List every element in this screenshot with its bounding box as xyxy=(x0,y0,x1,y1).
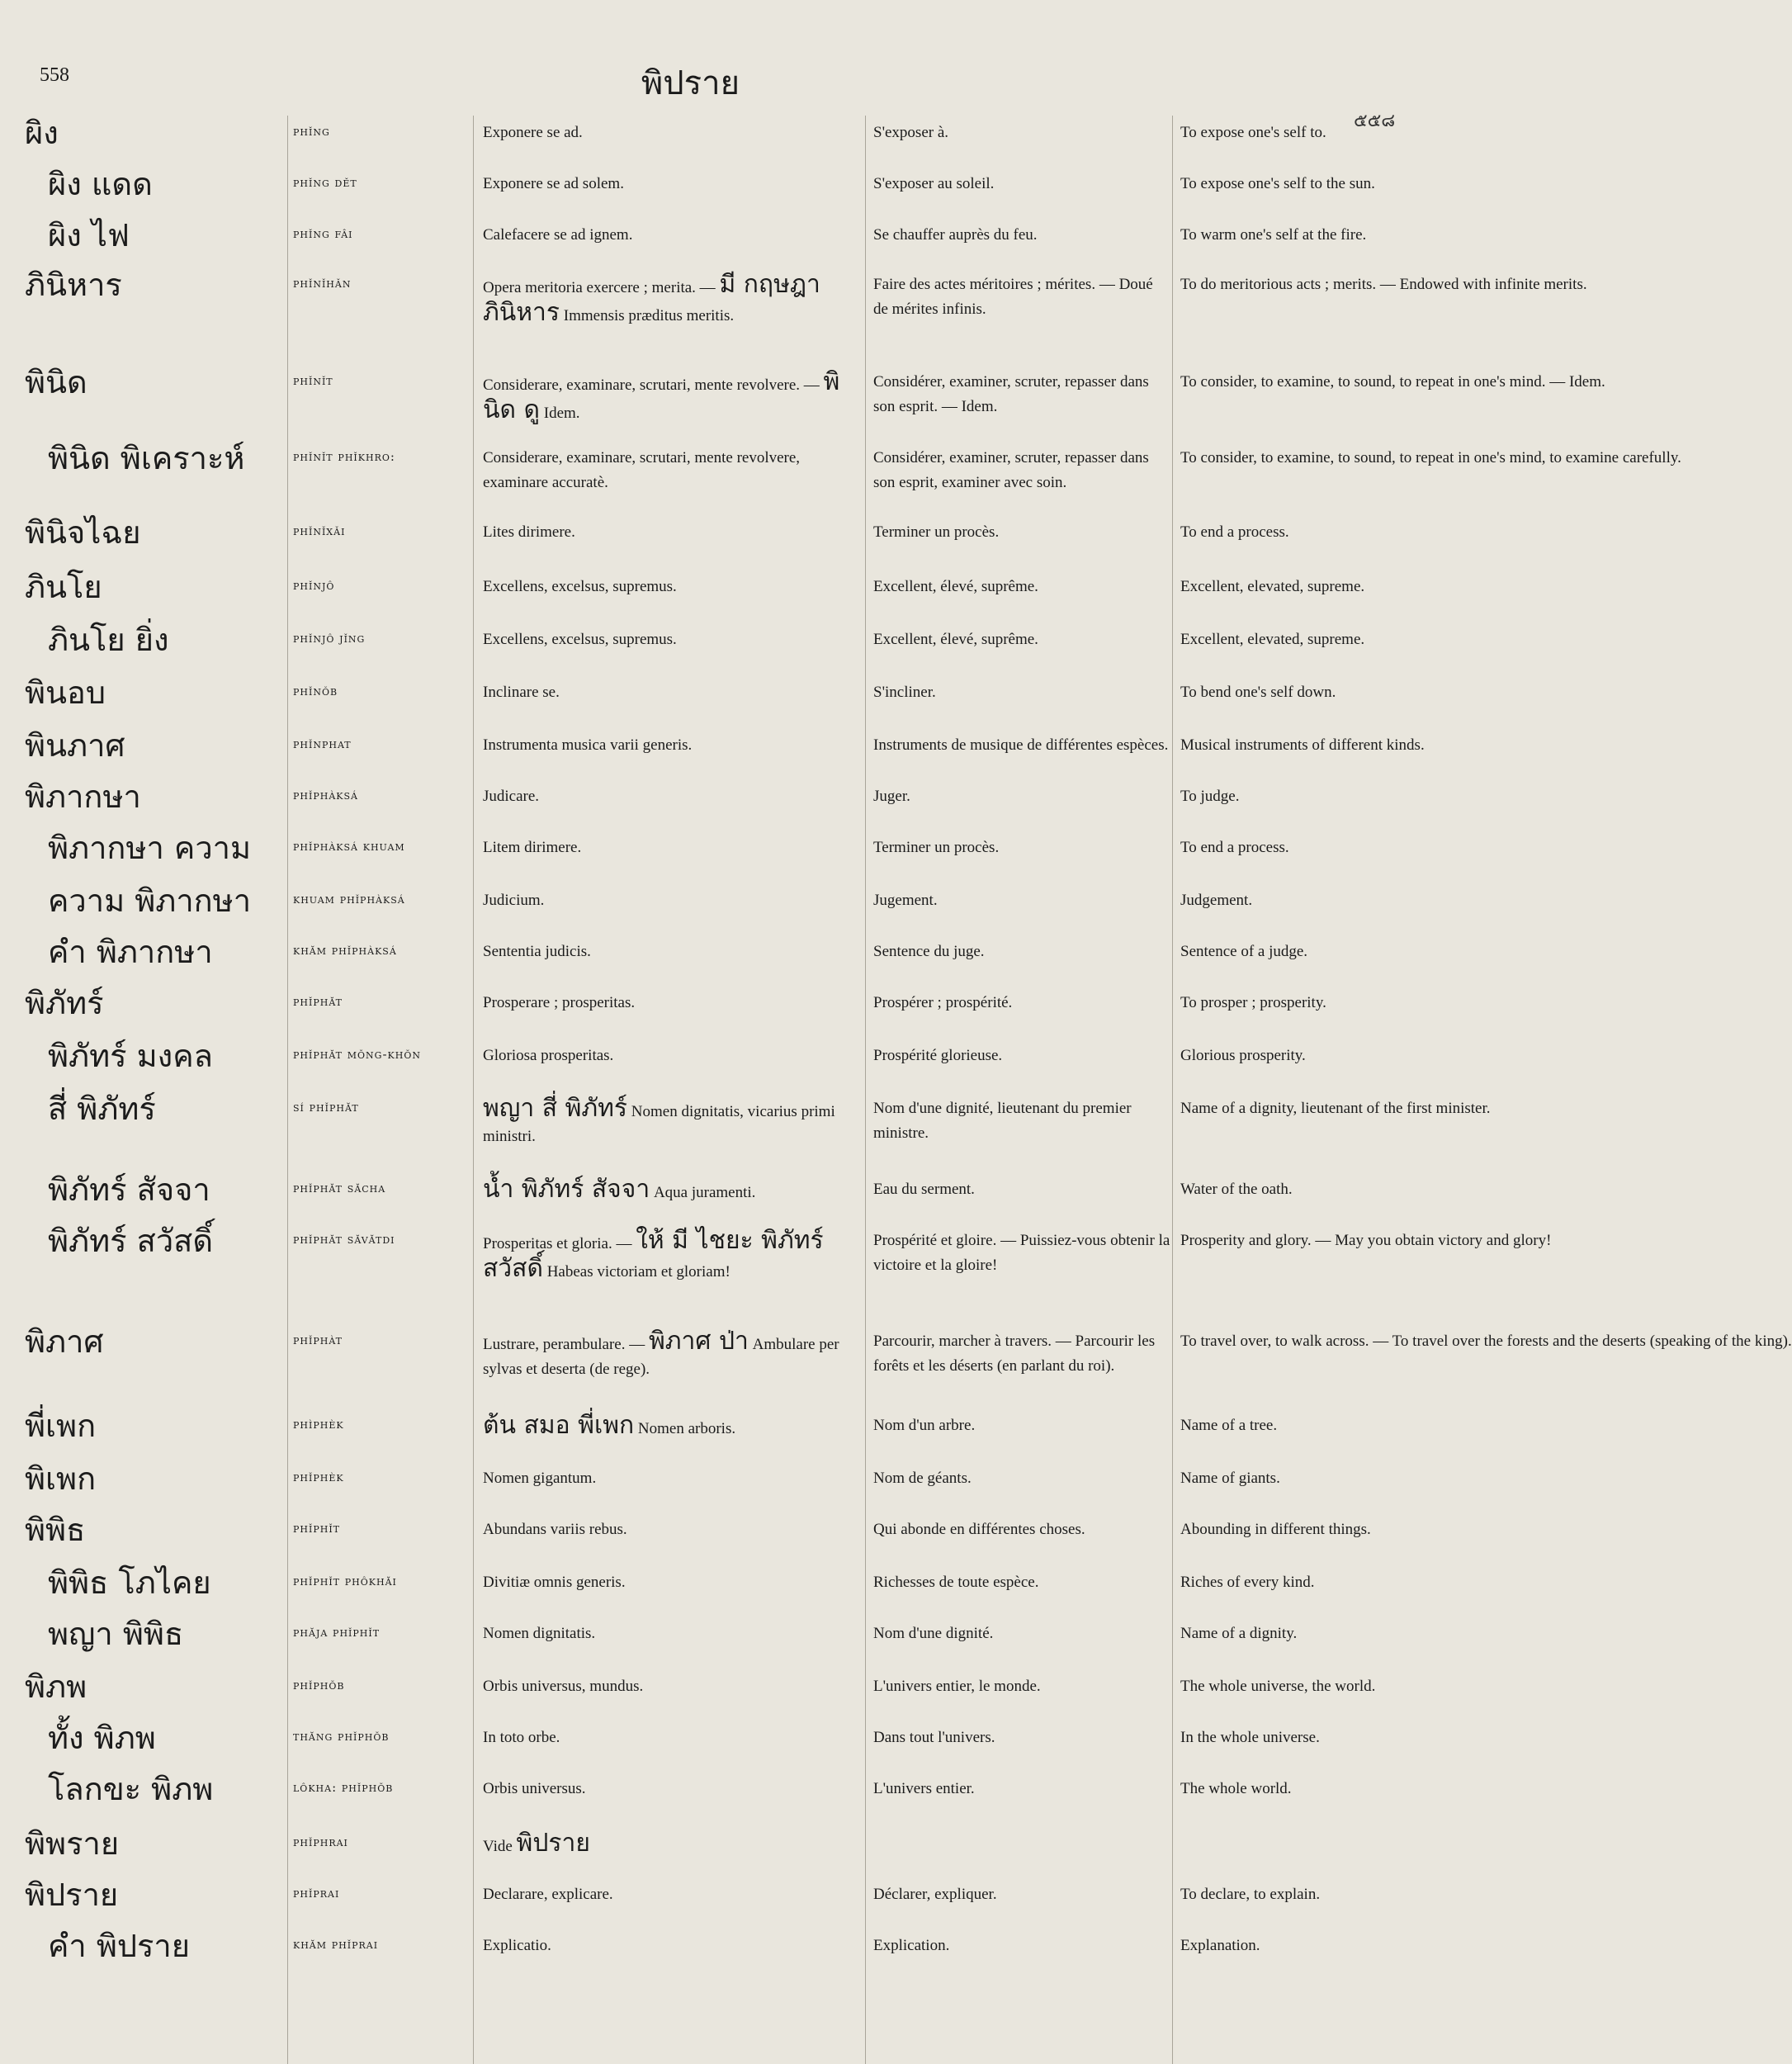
english-definition: In the whole universe. xyxy=(1180,1729,1320,1746)
latin-text: Aqua juramenti. xyxy=(650,1184,756,1201)
romanization: khăm phǐprai xyxy=(293,1937,379,1952)
english-definition: Glorious prosperity. xyxy=(1180,1047,1306,1064)
latin-definition: Inclinare se. xyxy=(483,684,560,701)
english-definition: Judgement. xyxy=(1180,892,1253,909)
latin-definition xyxy=(483,1177,854,1205)
english-definition: To declare, to explain. xyxy=(1180,1886,1321,1903)
latin-definition xyxy=(483,1329,854,1382)
thai-headword: สี่ พิภัทร์ xyxy=(48,1091,156,1127)
latin-definition: Lites dirimere. xyxy=(483,523,575,541)
romanization: phǐnǐhǎn xyxy=(293,276,352,291)
romanization: phǐnphat xyxy=(293,736,352,751)
romanization: phǐphrai xyxy=(293,1834,348,1849)
english-definition: To end a process. xyxy=(1180,839,1289,856)
french-definition: Terminer un procès. xyxy=(873,523,1000,541)
romanization: phǐphŏb xyxy=(293,1678,345,1692)
french-definition: Considérer, examiner, scruter, repasser dans son esprit, examiner avec soin. xyxy=(873,449,1149,491)
french-definition: Jugement. xyxy=(873,892,938,909)
french-definition: L'univers entier, le monde. xyxy=(873,1678,1041,1695)
romanization: phǐphèk xyxy=(293,1470,344,1484)
thai-headword: พิภาศ xyxy=(25,1323,104,1360)
latin-definition xyxy=(483,1413,854,1441)
thai-headword: พินภาศ xyxy=(25,727,125,764)
english-definition: To consider, to examine, to sound, to repeat in one's mind, to examine carefully. xyxy=(1180,449,1681,466)
thai-headword: ภินโย xyxy=(25,569,102,605)
english-definition: To warm one's self at the fire. xyxy=(1180,226,1367,244)
column-rule-1 xyxy=(287,116,288,2064)
thai-headword: โลกขะ พิภพ xyxy=(48,1771,214,1807)
french-definition: Qui abonde en différentes choses. xyxy=(873,1521,1085,1538)
latin-definition: Abundans variis rebus. xyxy=(483,1521,627,1538)
french-definition: Richesses de toute espèce. xyxy=(873,1574,1039,1591)
english-definition: Name of giants. xyxy=(1180,1470,1280,1487)
romanization: phǐnǐt xyxy=(293,373,333,388)
latin-text: Considerare, examinare, scrutari, mente revolvere. — xyxy=(483,376,824,394)
latin-definition: In toto orbe. xyxy=(483,1729,560,1746)
english-definition: Water of the oath. xyxy=(1180,1181,1293,1198)
french-definition: S'exposer à. xyxy=(873,124,949,141)
english-definition: Name of a dignity, lieutenant of the first minister. xyxy=(1180,1100,1491,1117)
french-definition: Considérer, examiner, scruter, repasser dans son esprit. — Idem. xyxy=(873,373,1149,415)
english-definition: Excellent, elevated, supreme. xyxy=(1180,631,1365,648)
english-definition: Abounding in different things. xyxy=(1180,1521,1371,1538)
english-definition: To consider, to examine, to sound, to repeat in one's mind. — Idem. xyxy=(1180,373,1605,391)
romanization: lôkha: phǐphŏb xyxy=(293,1780,394,1795)
latin-text: Habeas victoriam et gloriam! xyxy=(542,1263,731,1281)
english-definition: To end a process. xyxy=(1180,523,1289,541)
latin-definition: Gloriosa prosperitas. xyxy=(483,1047,614,1064)
english-definition: To travel over, to walk across. — To travel over the forests and the deserts (speaking of the king). xyxy=(1180,1333,1792,1350)
thai-headword: พิภัทร์ xyxy=(25,985,104,1021)
english-definition: Name of a dignity. xyxy=(1180,1625,1298,1642)
thai-headword: พิปราย xyxy=(25,1877,119,1913)
french-definition: Sentence du juge. xyxy=(873,943,985,960)
thai-phrase: น้ำ พิภัทร์ สัจจา xyxy=(483,1175,650,1204)
french-definition: Nom d'une dignité. xyxy=(873,1625,994,1642)
thai-phrase: พิปราย xyxy=(516,1829,590,1858)
latin-definition: Instrumenta musica varii generis. xyxy=(483,736,693,754)
romanization: sí phǐphăt xyxy=(293,1100,359,1115)
thai-phrase: มี กฤษฎา ภินิหาร xyxy=(483,270,820,327)
french-definition: Nom d'une dignité, lieutenant du premier ministre. xyxy=(873,1100,1132,1142)
latin-text: Idem. xyxy=(540,405,580,422)
latin-definition: Considerare, examinare, scrutari, mente revolvere, examinare accuratè. xyxy=(483,449,801,491)
english-definition: The whole universe, the world. xyxy=(1180,1678,1376,1695)
thai-headword: พิพิธ โภไคย xyxy=(48,1565,211,1601)
thai-headword: คำ พิภากษา xyxy=(48,934,213,970)
english-definition: To prosper ; prosperity. xyxy=(1180,994,1326,1011)
column-rule-2 xyxy=(473,116,474,2064)
french-definition: Excellent, élevé, suprême. xyxy=(873,578,1038,595)
romanization: phǐnjô xyxy=(293,578,335,593)
french-definition: Nom d'un arbre. xyxy=(873,1417,976,1434)
romanization: phǐng dět xyxy=(293,175,357,190)
romanization: khăm phǐphàksá xyxy=(293,943,397,958)
thai-headword: คำ พิปราย xyxy=(48,1928,191,1964)
french-definition: Explication. xyxy=(873,1937,950,1954)
thai-headword: พิภากษา ความ xyxy=(48,830,252,866)
english-definition: Prosperity and glory. — May you obtain victory and glory! xyxy=(1180,1232,1552,1249)
english-definition: Riches of every kind. xyxy=(1180,1574,1315,1591)
french-definition: Nom de géants. xyxy=(873,1470,972,1487)
latin-definition: Nomen dignitatis. xyxy=(483,1625,596,1642)
latin-definition: Orbis universus. xyxy=(483,1780,586,1797)
french-definition: Prospérer ; prospérité. xyxy=(873,994,1013,1011)
latin-text: Nomen dignitatis, vicarius primi ministri. xyxy=(483,1103,835,1145)
latin-definition: Excellens, excelsus, supremus. xyxy=(483,631,677,648)
thai-phrase: พินิด ดู xyxy=(483,367,840,424)
french-definition: Prospérité glorieuse. xyxy=(873,1047,1003,1064)
romanization: phǐnǒb xyxy=(293,684,338,698)
french-definition: L'univers entier. xyxy=(873,1780,975,1797)
thai-headword: พิภัทร์ มงคล xyxy=(48,1038,213,1074)
romanization: phǐnǐxǎi xyxy=(293,523,346,538)
romanization: phăja phǐphǐt xyxy=(293,1625,381,1640)
romanization: phǐphăt săcha xyxy=(293,1181,386,1195)
french-definition: Dans tout l'univers. xyxy=(873,1729,995,1746)
romanization: phǐphăt xyxy=(293,994,343,1009)
page-number: 558 xyxy=(40,64,69,86)
latin-text: Ambulare per sylvas et deserta (de rege). xyxy=(483,1336,839,1378)
thai-headword: พิพิธ xyxy=(25,1512,86,1548)
english-definition: Musical instruments of different kinds. xyxy=(1180,736,1425,754)
latin-text: Lustrare, perambulare. — xyxy=(483,1336,649,1353)
english-definition: The whole world. xyxy=(1180,1780,1292,1797)
thai-headword: ภินโย ยิ่ง xyxy=(48,622,169,658)
latin-text: Nomen arboris. xyxy=(634,1420,736,1437)
romanization: phǐphàksá xyxy=(293,788,358,802)
english-definition: Explanation. xyxy=(1180,1937,1260,1954)
thai-headword: พินอบ xyxy=(25,675,106,711)
latin-text: Prosperitas et gloria. — xyxy=(483,1235,636,1252)
latin-definition: Exponere se ad solem. xyxy=(483,175,624,192)
romanization: phìphèk xyxy=(293,1417,344,1432)
french-definition: Instruments de musique de différentes espèces. xyxy=(873,736,1169,754)
french-definition: Excellent, élevé, suprême. xyxy=(873,631,1038,648)
french-definition: Eau du serment. xyxy=(873,1181,975,1198)
romanization: phǐng fâi xyxy=(293,226,353,241)
latin-definition: Nomen gigantum. xyxy=(483,1470,597,1487)
latin-definition: Orbis universus, mundus. xyxy=(483,1678,644,1695)
latin-definition xyxy=(483,272,854,329)
romanization: khuam phǐphàksá xyxy=(293,892,405,907)
romanization: phǐphǐt phôkhăi xyxy=(293,1574,397,1588)
latin-definition: Excellens, excelsus, supremus. xyxy=(483,578,677,595)
thai-headword: พิเพก xyxy=(25,1460,97,1497)
romanization: phǐphàksá khuam xyxy=(293,839,405,854)
english-definition: Sentence of a judge. xyxy=(1180,943,1308,960)
english-definition: To expose one's self to the sun. xyxy=(1180,175,1375,192)
french-definition: Faire des actes méritoires ; mérites. — Doué de mérites infinis. xyxy=(873,276,1153,318)
romanization: phǐphǐt xyxy=(293,1521,341,1536)
latin-definition xyxy=(483,1831,854,1859)
thai-headword: ภินิหาร xyxy=(25,267,122,303)
thai-headword: พญา พิพิธ xyxy=(48,1616,184,1652)
latin-text: Immensis præditus meritis. xyxy=(560,307,735,324)
french-definition: Se chauffer auprès du feu. xyxy=(873,226,1038,244)
latin-definition: Declarare, explicare. xyxy=(483,1886,613,1903)
thai-headword: พี่เพก xyxy=(25,1408,97,1444)
latin-definition: Judicium. xyxy=(483,892,545,909)
thai-phrase: ให้ มี ไชยะ พิภัทร์ สวัสดิ์ xyxy=(483,1226,824,1283)
latin-text: Opera meritoria exercere ; merita. — xyxy=(483,279,720,296)
romanization: phǐng xyxy=(293,124,330,139)
thai-headword: พิภพ xyxy=(25,1669,87,1705)
thai-headword: พิภัทร์ สวัสดิ์ xyxy=(48,1223,214,1259)
latin-definition: Explicatio. xyxy=(483,1937,551,1954)
romanization: phǐphăt mŏng-khŏn xyxy=(293,1047,421,1062)
french-definition: Parcourir, marcher à travers. — Parcourir les forêts et les déserts (en parlant du roi). xyxy=(873,1333,1156,1375)
column-rule-3 xyxy=(865,116,866,2064)
french-definition: Terminer un procès. xyxy=(873,839,1000,856)
thai-phrase: พญา สี่ พิภัทร์ xyxy=(483,1094,628,1123)
thai-phrase: พิภาศ ป่า xyxy=(649,1327,749,1356)
latin-definition: Prosperare ; prosperitas. xyxy=(483,994,636,1011)
english-definition: To do meritorious acts ; merits. — Endowed with infinite merits. xyxy=(1180,276,1587,293)
french-definition: Juger. xyxy=(873,788,910,805)
latin-definition xyxy=(483,1096,854,1149)
latin-definition: Sententia judicis. xyxy=(483,943,591,960)
thai-headword: พิพราย xyxy=(25,1825,120,1862)
thai-headword: พินิด พิเคราะห์ xyxy=(48,440,245,476)
romanization: phǐphăt săvătdi xyxy=(293,1232,395,1247)
english-definition: To judge. xyxy=(1180,788,1240,805)
thai-headword: พินิด xyxy=(25,364,87,400)
latin-definition: Litem dirimere. xyxy=(483,839,582,856)
thai-headword: พิภัทร์ สัจจา xyxy=(48,1172,210,1208)
thai-headword: ผิง ไฟ xyxy=(48,217,130,253)
latin-definition: Exponere se ad. xyxy=(483,124,583,141)
romanization: phǐnjô jǐng xyxy=(293,631,366,646)
french-definition: Déclarer, expliquer. xyxy=(873,1886,997,1903)
latin-definition: Divitiæ omnis generis. xyxy=(483,1574,626,1591)
latin-definition xyxy=(483,367,854,426)
french-definition: Prospérité et gloire. — Puissiez-vous obtenir la victoire et la gloire! xyxy=(873,1232,1170,1274)
thai-phrase: ต้น สมอ พี่เพก xyxy=(483,1411,635,1440)
thai-headword: ความ พิภากษา xyxy=(48,883,252,919)
thai-headword: ผิง xyxy=(25,115,59,151)
thai-headword: พินิจไฉย xyxy=(25,514,141,551)
thai-headword: ผิง แดด xyxy=(48,166,153,202)
romanization: phǐphàt xyxy=(293,1333,343,1347)
running-head: พิปราย xyxy=(641,64,740,102)
latin-definition: Judicare. xyxy=(483,788,540,805)
column-rule-4 xyxy=(1172,116,1173,2064)
romanization: thăng phǐphŏb xyxy=(293,1729,390,1744)
romanization: phǐnǐt phǐkhro: xyxy=(293,449,395,464)
latin-definition: Calefacere se ad ignem. xyxy=(483,226,633,244)
english-definition: To bend one's self down. xyxy=(1180,684,1336,701)
french-definition: S'exposer au soleil. xyxy=(873,175,995,192)
latin-definition xyxy=(483,1228,854,1285)
english-definition: To expose one's self to. xyxy=(1180,124,1326,141)
romanization: phǐprai xyxy=(293,1886,340,1901)
thai-headword: พิภากษา xyxy=(25,779,141,815)
french-definition: S'incliner. xyxy=(873,684,936,701)
english-definition: Name of a tree. xyxy=(1180,1417,1278,1434)
thai-headword: ทั้ง พิภพ xyxy=(48,1720,156,1756)
corner-mark: ๕๕๘ xyxy=(1354,111,1396,131)
latin-text: Vide xyxy=(483,1838,517,1855)
english-definition: Excellent, elevated, supreme. xyxy=(1180,578,1365,595)
